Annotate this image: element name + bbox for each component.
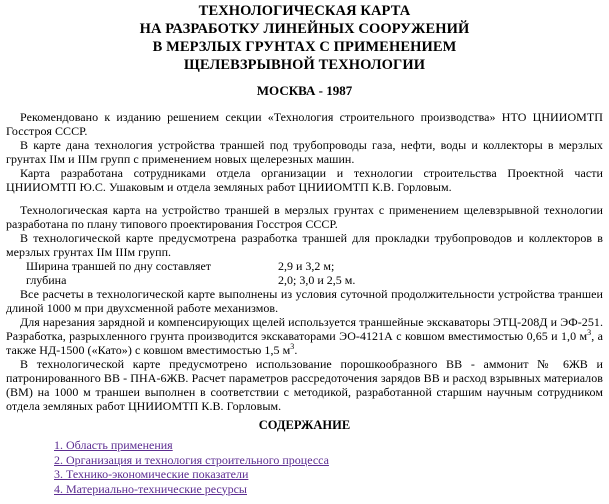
title-line-2: НА РАЗРАБОТКУ ЛИНЕЙНЫХ СООРУЖЕНИЙ	[139, 21, 470, 37]
body-paragraph-4-text: Для нарезания зарядной и компенсирующих щелей используется траншейные экскаваторы ЭТЦ-208Д и ЭФ-251. Разработка, разрыхленного грунта производится экскаваторами ЭО-4121А с ковшом вместимостью 0,65 и 1,0 м	[6, 315, 603, 343]
superscript: 3	[587, 328, 592, 337]
toc-link-organization[interactable]: 2. Организация и технология строительного процесса	[54, 452, 329, 467]
body-paragraph-3: Все расчеты в технологической карте выполнены из условия суточной продолжительности устройства траншеи длиной 1000 м при двухсменной работе механизмов.	[6, 287, 603, 315]
toc-link-indicators[interactable]: 3. Технико-экономические показатели	[54, 467, 249, 481]
body-paragraph-5: В технологической карте предусмотрено использование порошкообразного ВВ - аммонит № 6ЖВ и патронированного ВВ - ПНА-6ЖВ. Расчет параметров рассредоточения зарядов ВВ и расход взрывных материалов (ВМ) на 1000 м траншеи выполнен в соответствии с методикой, разработанной старшим научным сотрудником отдела земляных работ ЦНИИОМТП К.В. Горловым.	[6, 357, 603, 413]
intro-paragraph-3: Карта разработана сотрудниками отдела организации и технологии строительства Проектной части ЦНИИОМТП Ю.С. Ушаковым и отдела земляных работ ЦНИИОМТП К.В. Горловым.	[6, 166, 603, 194]
intro-paragraph-2: В карте дана технология устройства траншей под трубопроводы газа, нефти, воды и коллекторы в мерзлых грунтах IIм и IIIм групп с применением новых щелерезных машин.	[6, 138, 603, 166]
body-paragraph-4-text: .	[294, 343, 298, 357]
spec-value: 2,9 и 3,2 м;	[278, 259, 335, 273]
spec-row-width	[6, 259, 603, 273]
spec-label: Ширина траншей по дну составляет	[26, 259, 212, 273]
title-line-1: ТЕХНОЛОГИЧЕСКАЯ КАРТА	[198, 3, 411, 19]
spec-label: глубина	[26, 273, 67, 287]
body-paragraph-1: Технологическая карта на устройство траншей в мерзлых грунтах с применением щелевзрывной технологии разработана по плану типового проектирования Госстроя СССР.	[6, 203, 603, 231]
body-section	[0, 203, 609, 413]
body-paragraph-4	[6, 315, 603, 357]
toc-item	[54, 438, 609, 453]
title-line-3: В МЕРЗЛЫХ ГРУНТАХ С ПРИМЕНЕНИЕМ	[152, 39, 457, 55]
toc-link-resources[interactable]: 4. Материально-технические ресурсы	[54, 481, 247, 496]
section-gap	[0, 194, 609, 203]
city-year: МОСКВА - 1987	[256, 83, 353, 98]
toc-item	[54, 482, 609, 497]
spec-row-depth	[6, 273, 603, 287]
superscript: 3	[290, 342, 295, 351]
toc-item	[54, 467, 609, 482]
toc-link-scope[interactable]: 1. Область применения	[54, 438, 173, 452]
intro-section	[0, 110, 609, 194]
intro-paragraph-1: Рекомендовано к изданию решением секции «Технология строительного производства» НТО ЦНИИОМТП Госстроя СССР.	[6, 110, 603, 138]
toc-title: СОДЕРЖАНИЕ	[258, 418, 351, 432]
spec-value: 2,0; 3,0 и 2,5 м.	[278, 273, 356, 287]
toc-item	[54, 453, 609, 468]
body-paragraph-2: В технологической карте предусмотрена разработка траншей для прокладки трубопроводов и коллекторов в мерзлых грунтах IIм IIIм групп.	[6, 231, 603, 259]
table-of-contents	[0, 438, 609, 496]
document-title	[0, 0, 609, 74]
body-paragraph-4-text: , а также НД-1500 («Като») с ковшом вместимостью 1,5 м	[6, 329, 603, 357]
title-line-4: ЩЕЛЕВЗРЫВНОЙ ТЕХНОЛОГИИ	[183, 57, 426, 73]
